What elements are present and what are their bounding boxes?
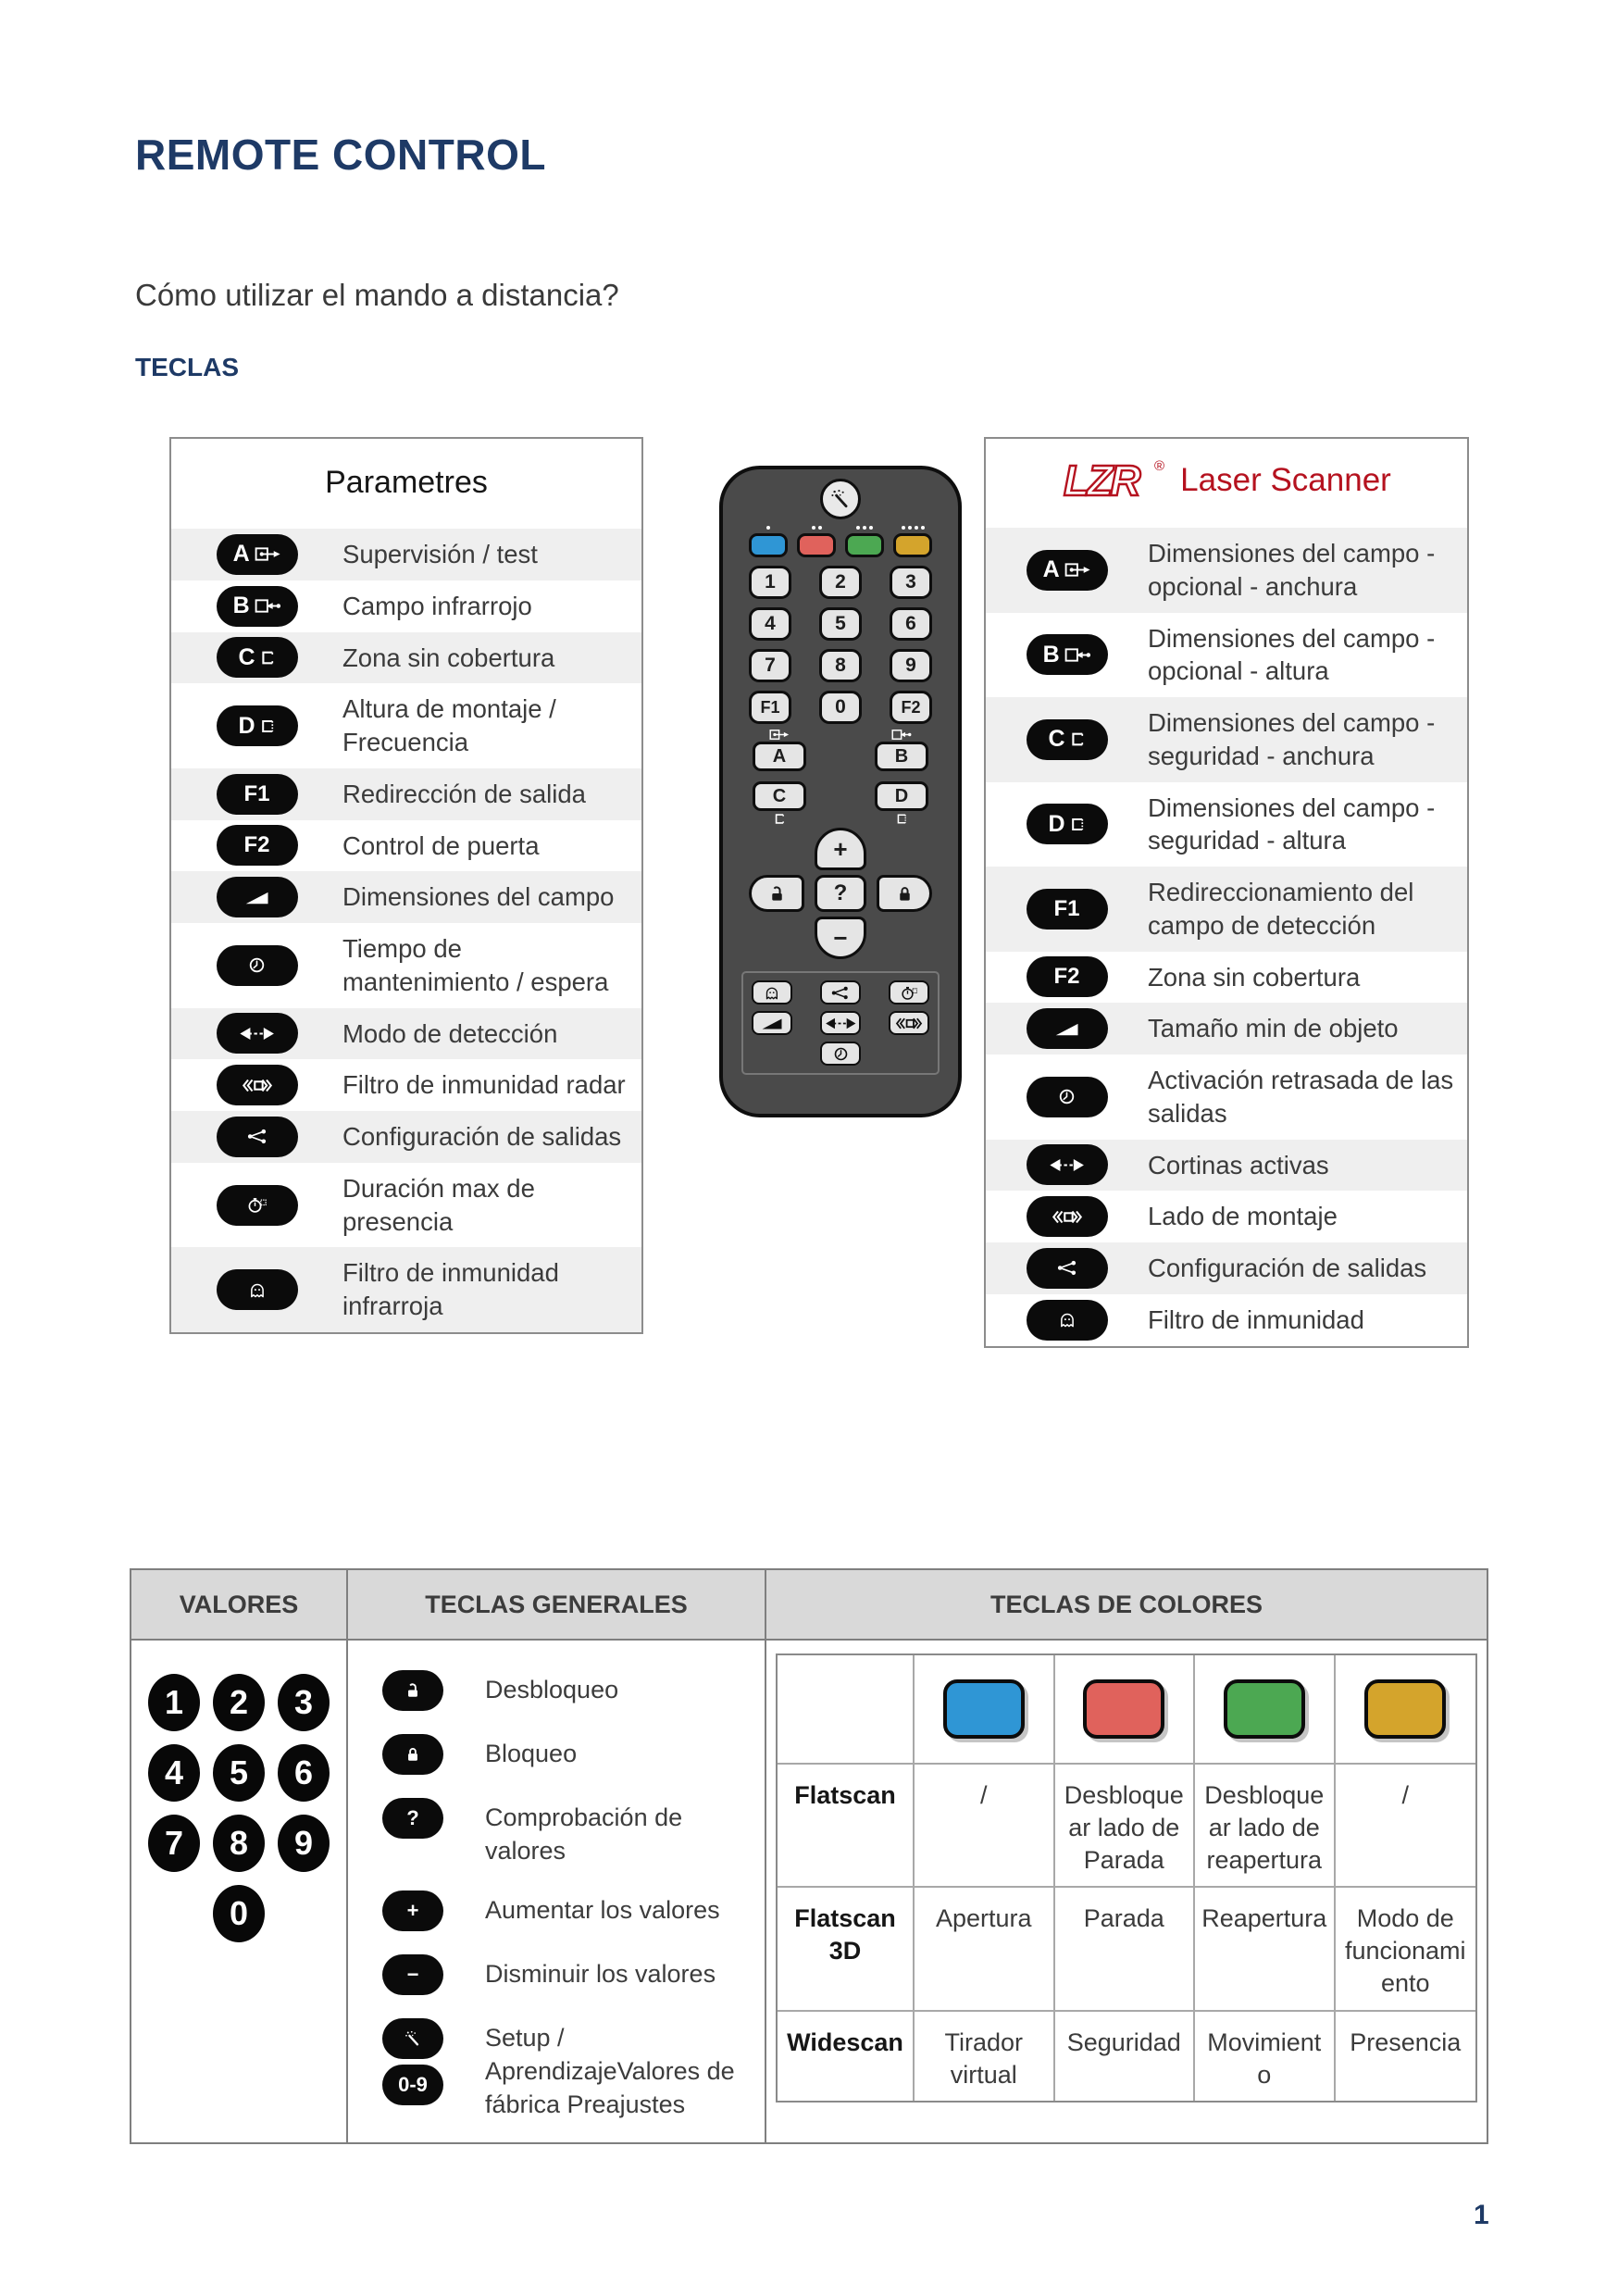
valores-key-9: 9 [278,1815,330,1872]
icon-key-outputs [820,980,861,1004]
numpad-key-1: 1 [749,566,791,599]
table-row [171,580,641,632]
keys-table-header [131,1570,1487,1641]
color-function-cell: / [915,1765,1055,1888]
key-f2-icon: F2 [1027,956,1108,997]
table-row [171,923,641,1008]
key-function-label: Configuración de salidas [342,1122,622,1151]
valores-key-6: 6 [278,1744,330,1802]
key-icon-cell [986,634,1148,675]
general-key-row [381,1798,748,1867]
dot [812,526,815,530]
dot [856,526,860,530]
dot [863,526,866,530]
params-table [169,437,643,1334]
arrows-icon [217,1013,298,1054]
color-key-green [845,533,884,557]
dot-markers [766,526,770,530]
icon-key-mount-side [889,1011,929,1035]
icon-key-ramp [752,1011,792,1035]
column-header-teclas-de-colores: TECLAS DE COLORES [766,1570,1487,1641]
numpad-key-F1: F1 [749,691,791,724]
table-row [986,782,1467,867]
table-row [171,683,641,768]
arrows-icon [1027,1144,1108,1185]
table-row [986,867,1467,952]
dot [908,526,912,530]
key-a-field-icon: A [217,534,298,575]
table-row [171,820,641,872]
column-header-teclas-generales: TECLAS GENERALES [348,1570,766,1641]
key-icon-cell [171,637,342,678]
key-icon-cell [171,1185,342,1226]
question-key-icon: ? [382,1798,443,1839]
table-row [171,632,641,684]
number-keypad [749,566,932,724]
key-icon-cell [171,534,342,575]
teclas-de-colores-cell [766,1641,1487,2142]
unlock-icon [768,885,786,903]
valores-key-3: 3 [278,1674,330,1731]
general-keys-list [348,1641,765,2140]
color-swatch-red [1083,1679,1164,1739]
key-function-label: Cortinas activas [1148,1150,1329,1179]
key-f1-icon: F1 [1027,889,1108,930]
ghost-icon [217,1269,298,1310]
question-key: ? [815,875,866,912]
table-row [986,528,1467,613]
dot-markers [902,526,925,530]
color-function-cell: Seguridad [1055,2012,1196,2101]
numpad-key-5: 5 [819,607,862,641]
color-function-cell: Desbloquear lado de reapertura [1195,1765,1336,1888]
general-key-icons [381,1734,444,1775]
key-icon-cell [986,1077,1148,1117]
icon-key-ghost [752,980,792,1004]
key-icon-cell [171,705,342,746]
key-d-field-icon: D [217,705,298,746]
key-function-label: Zona sin cobertura [342,643,555,672]
key-a: A [753,742,806,771]
key-function-label: Dimensiones del campo - opcional - altura [1148,623,1436,686]
table-row [171,768,641,820]
setup-key-icon [382,2018,443,2059]
table-row [986,613,1467,698]
clock-icon [1027,1077,1108,1117]
numpad-key-8: 8 [819,649,862,682]
key-icon-cell [171,586,342,627]
key-function-label: Supervisión / test [342,540,538,568]
table-row [986,1191,1467,1242]
presence-timer-icon [217,1185,298,1226]
key-icon-cell [986,550,1148,591]
general-key-label: Setup / AprendizajeValores de fábrica Preajustes [485,2024,735,2118]
params-table-title: Parametres [325,465,488,500]
color-keys-table [776,1653,1477,2103]
color-swatch-yellow [1364,1679,1446,1739]
key-icon-cell [986,1196,1148,1237]
lock-row [749,875,932,912]
key-function-label: Configuración de salidas [1148,1254,1427,1282]
numpad-key-9: 9 [890,649,932,682]
plus-key-icon: + [382,1890,443,1931]
key-icon-cell [986,1248,1148,1289]
color-function-cell: Apertura [915,1888,1055,2011]
color-column-cell-blue [915,1655,1055,1765]
keys-table-body [131,1641,1487,2142]
key-function-label: Dimensiones del campo - seguridad - anchura [1148,708,1436,770]
numpad-key-6: 6 [890,607,932,641]
color-column-cell-green [1195,1655,1336,1765]
section-heading-teclas: TECLAS [135,353,239,381]
key-d-field-icon: D [1027,804,1108,844]
key-c: C [753,781,806,811]
table-row [986,1054,1467,1140]
digits-key-icon: 0-9 [382,2065,443,2105]
dot [766,526,770,530]
valores-key-1: 1 [148,1674,200,1731]
key-function-label: Tiempo de mantenimiento / espera [342,934,609,996]
numpad-key-2: 2 [819,566,862,599]
table-row [986,952,1467,1004]
setup-key [820,479,861,519]
valores-key-0: 0 [213,1885,265,1942]
color-function-cell: Desbloquear lado de Parada [1055,1765,1196,1888]
table-row [986,697,1467,782]
color-function-cell: Modo de funcionamiento [1336,1888,1476,2011]
table-row [171,1163,641,1248]
key-function-label: Altura de montaje / Frecuencia [342,694,556,756]
key-icon-cell [986,804,1148,844]
key-function-label: Filtro de inmunidad infrarroja [342,1258,559,1320]
letter-keys-cd [723,781,958,811]
key-function-label: Zona sin cobertura [1148,962,1361,992]
dot [915,526,918,530]
params-table-rows [171,529,641,1332]
key-icon-cell [986,1144,1148,1185]
general-key-icons [381,1798,444,1839]
color-function-cell: Parada [1055,1888,1196,2011]
color-key-column-yellow [893,526,932,557]
table-row [171,1059,641,1111]
numpad-key-4: 4 [749,607,791,641]
color-function-cell: Presencia [1350,2028,1462,2056]
valores-key-8: 8 [213,1815,265,1872]
key-function-label: Campo infrarrojo [342,591,532,620]
ghost-icon [1027,1300,1108,1341]
table-row [171,871,641,923]
key-c-field-icon: C [217,637,298,678]
key-function-label: Filtro de inmunidad [1148,1304,1364,1334]
icon-key-row [752,980,929,1004]
dot [902,526,905,530]
color-column-cell-red [1055,1655,1196,1765]
color-keys-row [749,526,932,557]
icon-key-presence-timer [889,980,929,1004]
dot [869,526,873,530]
remote-control-graphic [719,466,962,1117]
key-function-label: Dimensiones del campo - seguridad - altura [1148,792,1436,855]
color-key-column-red [797,526,836,557]
key-function-label: Tamaño min de objeto [1148,1014,1399,1043]
color-function-cell: Reapertura [1195,1888,1336,2011]
lock-icon [896,885,914,903]
column-header-valores: VALORES [131,1570,348,1641]
table-row [171,1247,641,1332]
key-icon-cell [171,945,342,986]
svg-text:®: ® [1154,458,1165,474]
dot [818,526,822,530]
outputs-icon [1027,1248,1108,1289]
icon-key-row [820,1042,861,1066]
key-icon-cell [986,956,1148,997]
svg-text:LZR: LZR [1064,456,1139,505]
table-row [986,1003,1467,1054]
page-title: REMOTE CONTROL [135,131,546,179]
key-f2-icon: F2 [217,825,298,866]
page-subtitle: Cómo utilizar el mando a distancia? [135,278,619,312]
general-key-label: Bloqueo [485,1740,578,1767]
lock-key-icon [382,1734,443,1775]
parameter-icon-key-group [741,971,940,1075]
dot [921,526,925,530]
row-label-flatscan-3d: Flatscan 3D [778,1888,915,2011]
key-icon-cell [171,825,342,866]
key-function-label: Activación retrasada de las salidas [1148,1066,1454,1128]
general-key-label: Desbloqueo [485,1676,619,1703]
key-icon-cell [171,1013,342,1054]
valores-key-7: 7 [148,1815,200,1872]
color-function-cell: Movimiento [1195,2012,1336,2101]
key-icon-cell [171,1269,342,1310]
scanner-table-header [986,439,1467,528]
numpad-key-3: 3 [890,566,932,599]
key-a-field-icon: A [1027,550,1108,591]
outputs-icon [217,1117,298,1157]
color-column-cell-yellow [1336,1655,1476,1765]
numpad-key-7: 7 [749,649,791,682]
general-key-row [381,2018,748,2121]
color-key-yellow [893,533,932,557]
general-key-icons [381,1670,444,1711]
field-out-icon [753,729,806,742]
color-key-column-blue [749,526,788,557]
key-icon-cell [986,1300,1148,1341]
unlock-key-icon [382,1670,443,1711]
general-key-label: Comprobación de valores [485,1803,683,1865]
key-function-label: Redireccionamiento del campo de detección [1148,878,1414,940]
key-f1-icon: F1 [217,774,298,815]
table-row [171,1008,641,1060]
key-d: D [875,781,928,811]
color-function-cell: / [1336,1765,1476,1888]
field-in-icon [875,729,928,742]
table-row [986,1294,1467,1346]
key-b-field-icon: B [1027,634,1108,675]
table-row [986,1242,1467,1294]
lock-key [877,875,932,912]
numpad-key-F2: F2 [890,691,932,724]
icon-key-row [752,1011,929,1035]
teclas-generales-cell [348,1641,766,2142]
valores-keypad [131,1641,346,1942]
general-key-row [381,1670,748,1711]
table-row [171,1111,641,1163]
icon-key-arrows [820,1011,861,1035]
key-function-label: Duración max de presencia [342,1173,535,1236]
scanner-table-rows [986,528,1467,1346]
mount-side-icon [1027,1196,1108,1237]
general-key-row [381,1890,748,1931]
row-label-widescan: Widescan [778,2012,915,2101]
key-icon-cell [986,719,1148,760]
key-icon-cell [171,1065,342,1105]
dot-markers [812,526,822,530]
key-b-field-icon: B [217,586,298,627]
key-function-label: Dimensiones del campo [342,882,615,912]
key-function-label: Redirección de salida [342,779,586,808]
letter-keys-ab [723,742,958,771]
key-icon-cell [986,1008,1148,1049]
key-function-label: Filtro de inmunidad radar [342,1070,626,1100]
field-bracket-icon [753,813,806,825]
color-key-red [797,533,836,557]
general-key-icons [381,1954,444,1995]
general-key-label: Disminuir los valores [485,1960,716,1989]
valores-key-5: 5 [213,1744,265,1802]
icon-key-clock [820,1042,861,1066]
magic-wand-icon [830,489,851,509]
key-function-label: Dimensiones del campo - opcional - anchura [1148,539,1436,601]
field-square-icon [875,813,928,825]
general-key-icons [381,2018,444,2105]
color-key-column-green [845,526,884,557]
key-function-label: Control de puerta [342,830,540,860]
general-key-row [381,1734,748,1775]
plus-key: + [815,828,866,870]
valores-cell [131,1641,348,2142]
scanner-table [984,437,1469,1348]
key-icon-cell [171,774,342,815]
numpad-key-0: 0 [819,691,862,724]
key-icon-cell [171,877,342,917]
lzr-logo [1062,455,1171,505]
dot-markers [856,526,873,530]
key-function-label: Modo de detección [342,1018,558,1048]
key-b: B [875,742,928,771]
scanner-title: Laser Scanner [1180,462,1391,498]
key-c-field-icon: C [1027,719,1108,760]
minus-key: − [815,917,866,959]
clock-icon [217,945,298,986]
table-row [171,529,641,580]
color-table-corner-cell [778,1655,915,1765]
key-icon-cell [171,1117,342,1157]
key-function-label: Lado de montaje [1148,1202,1338,1231]
minus-key-icon: − [382,1954,443,1995]
color-swatch-blue [943,1679,1025,1739]
table-row [986,1140,1467,1192]
general-key-label: Aumentar los valores [485,1896,720,1925]
ramp-icon [1027,1008,1108,1049]
field-icons-row-below [723,813,958,825]
keys-table [130,1568,1488,2144]
mount-side-icon [217,1065,298,1105]
page-number: 1 [1474,2200,1489,2230]
row-label-flatscan: Flatscan [778,1765,915,1888]
color-function-cell: Tirador virtual [915,2012,1055,2101]
field-icons-row-above [723,729,958,742]
unlock-key [749,875,804,912]
key-icon-cell [986,889,1148,930]
color-key-blue [749,533,788,557]
color-swatch-green [1224,1679,1305,1739]
general-key-row [381,1954,748,1995]
ramp-icon [217,877,298,917]
general-key-icons [381,1890,444,1931]
valores-key-4: 4 [148,1744,200,1802]
valores-key-2: 2 [213,1674,265,1731]
